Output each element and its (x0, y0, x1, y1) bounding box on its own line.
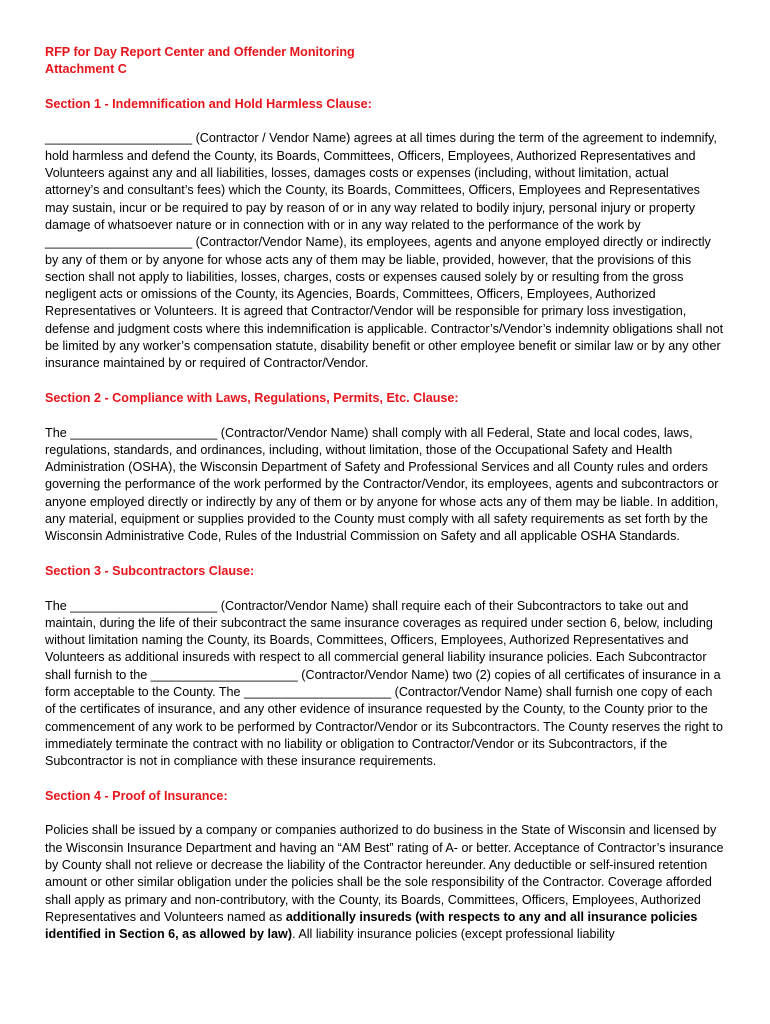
section-1-title: Section 1 - Indemnification and Hold Harmless Clause: (45, 96, 372, 111)
section-2-body: The _____________________ (Contractor/Vendor Name) shall comply with all Federal, State and local codes, laws, regulations, standards, and ordinances, including, without limitation, those of the Occupational Safety and Health Administration (OSHA), the Wisconsin Department of Safety and Professional Services and all County rules and orders governing the performance of the work performed by the Contractor/Vendor, its employees, agents and subcontractors or anyone employed directly or indirectly by any of them or by anyone for whose acts any of them may be liable. In addition, any material, equipment or supplies provided to the County must comply with all safety requirements as set forth by the Wisconsin Administrative Code, Rules of the Industrial Commission on Safety and all applicable OSHA Standards. (45, 425, 719, 544)
document-page (45, 44, 725, 943)
section-4-body-tail: . All liability insurance policies (except professional liability (292, 927, 615, 942)
section-4-title: Section 4 - Proof of Insurance: (45, 788, 228, 803)
section-3-title: Section 3 - Subcontractors Clause: (45, 563, 255, 578)
section-2-title: Section 2 - Compliance with Laws, Regulations, Permits, Etc. Clause: (45, 390, 459, 405)
document-title: RFP for Day Report Center and Offender Monitoring (45, 45, 355, 59)
attachment-label: Attachment C (45, 62, 127, 77)
section-3-body: The _____________________ (Contractor/Vendor Name) shall require each of their Subcontractors to take out and maintain, during the life of their subcontract the same insurance coverages as required under section 6, below, including without limitation naming the County, its Boards, Committees, Officers, Employees, Authorized Representatives and Volunteers as additional insureds with respect to all commercial general liability insurance policies. Each Subcontractor shall furnish to the _____________________ (Contractor/Vendor Name) two (2) copies of all certificates of insurance in a form acceptable to the County. The _____________________ (Contractor/Vendor Name) shall furnish one copy of each of the certificates of insurance, and any other evidence of insurance requested by the County, to the County prior to the commencement of any work to be performed by Contractor/Vendor or its Subcontractors. The County reserves the right to immediately terminate the contract with no liability or obligation to Contractor/Vendor or its Subcontractors, if the Subcontractor is not in compliance with these insurance requirements. (45, 598, 724, 769)
section-1-body: _____________________ (Contractor / Vendor Name) agrees at all times during the term of the agreement to indemnify, hold harmless and defend the County, its Boards, Committees, Officers, Employees, Authorized Representatives and Volunteers against any and all liabilities, losses, damages costs or expenses (including, without limitation, actual attorney’s and consultant’s fees) which the County, its Boards, Committees, Officers, Employees and Representatives may sustain, incur or be required to pay by reason of or in any way related to bodily injury, personal injury or property damage of whatsoever nature or in connection with or in any way related to the performance of the work by _____________________ (Contractor/Vendor Name), its employees, agents and anyone employed directly or indirectly by any of them or by anyone for whose acts any of them may be liable, provided, however, that the provisions of this section shall not apply to liabilities, losses, charges, costs or expenses caused solely by or resulting from the gross negligent acts or omissions of the County, its Agencies, Boards, Committees, Officers, Employees, Authorized Representatives or Volunteers. It is agreed that Contractor/Vendor will be responsible for primary loss investigation, defense and judgment costs where this indemnification is applicable. Contractor’s/Vendor’s indemnity obligations shall not be limited by any worker’s compensation statute, disability benefit or other employee benefit or similar law or by any other insurance maintained by or required of Contractor/Vendor. (45, 131, 724, 371)
section-4-body-bold: additionally insureds (with respects to any and all insurance policies identified in Section 6, as allowed by law) (45, 909, 698, 942)
section-4-body (45, 822, 725, 943)
section-4-body-text: Policies shall be issued by a company or companies authorized to do business in the State of Wisconsin and licensed by the Wisconsin Insurance Department and having an “AM Best” rating of A- or better. Acceptance of Contractor’s insurance by County shall not relieve or decrease the liability of the Contractor hereunder. Any deductible or self-insured retention amount or other similar obligation under the policies shall be the sole responsibility of the Contractor. Coverage afforded shall apply as primary and non-contributory, with the County, its Boards, Committees, Officers, Employees, Authorized Representatives and Volunteers named as (45, 823, 724, 924)
